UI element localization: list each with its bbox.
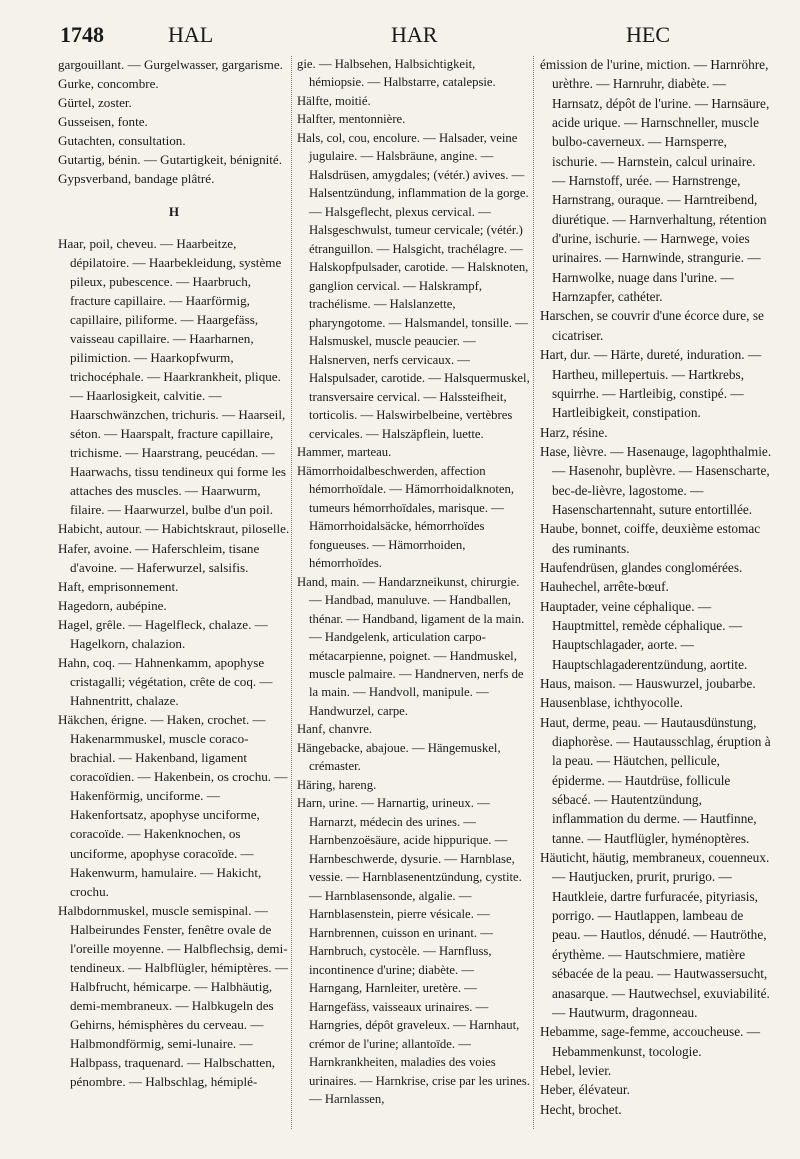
entry: Hagel, grêle. — Hagelfleck, chalaze. — Hagelkorn, chalazion. [58, 616, 268, 651]
entry: Harn, urine. — Harnartig, urineux. — Harnarzt, médecin des urines. — Harnbenzoësäure, acide hippurique. — Harnbeschwerde, dysurie. — Harnblase, vessie. — Harnblasenentzündung, cystite. — Harnblasensonde, algalie. — Harnblasenstein, pierre vésicale. — Harnbrennen, cuisson en urinant. — Harnbruch, cystocèle. — Harnfluss, incontinence d'urine; diabète. — Harngang, Harnleiter, uretère. — Harngefäss, vaisseaux urinaires. — Harngries, dépôt graveleux. — Harnhaut, crémor de l'urine; allantoïde. — Harnkrankheiten, maladies des voies urinaires. — Harnkrise, crise par les urines. — Harnlassen, [297, 796, 530, 1107]
column-divider [533, 56, 534, 1129]
header-right: HEC [626, 22, 670, 47]
entry: gargouillant. — Gurgelwasser, gargarisme. [58, 57, 283, 72]
page-number: 1748 [60, 22, 104, 47]
entry: Gürtel, zoster. [58, 95, 132, 111]
entry: Gutartig, bénin. — Gutartigkeit, bénignité. [58, 152, 283, 168]
entry: Häkchen, érigne. — Haken, crochet. — Hakenarmmuskel, muscle coraco-brachial. — Hakenband, ligament coracoïdien. — Hakenbein, os crochu. — Hakenförmig, unciforme. — Hakenfortsatz, apophyse unciforme, coracoïde. — Hakenknochen, os unciforme, apophyse coracoïde. — Hakenwurm, hamulaire. — Hakicht, crochu. [58, 712, 288, 899]
column-1 [58, 55, 290, 1091]
entry: Hecht, brochet. [540, 1101, 622, 1117]
entry: Hälfte, moitié. [297, 93, 371, 108]
entry: Haft, emprisonnement. [58, 578, 179, 594]
entry: Hafer, avoine. — Haferschleim, tisane d'avoine. — Haferwurzel, salsifis. [58, 540, 260, 575]
entry: Häring, hareng. [297, 777, 377, 792]
entry: Gusseisen, fonte. [58, 114, 148, 130]
entry: Hart, dur. — Härte, dureté, induration. — Hartheu, millepertuis. — Hartkrebs, squirrhe. — Hartleibig, constipé. — Hartleibigkeit, constipation. [540, 347, 762, 421]
entry: Hauptader, veine céphalique. — Hauptmittel, remède céphalique. — Hauptschlagader, aorte. — Hauptschlagaderentzündung, aortite. [540, 598, 748, 672]
entry: Gutachten, consultation. [58, 133, 186, 149]
entry: Hebel, levier. [540, 1062, 612, 1078]
entry: Halfter, mentonnière. [297, 112, 406, 127]
header-left: HAL [168, 22, 214, 47]
entry: Haube, bonnet, coiffe, deuxième estomac des ruminants. [540, 521, 761, 556]
entry: Gurke, concombre. [58, 76, 159, 92]
entry: Harz, résine. [540, 424, 608, 440]
entry: Gypsverband, bandage plâtré. [58, 171, 215, 187]
entry: Häuticht, häutig, membraneux, couenneux. — Hautjucken, prurit, prurigo. — Hautkleie, dartre furfuracée, pityriasis, porrigo. — Hautlappen, lambeau de peau. — Hautlos, dénudé. — Hautröthe, érythème. — Hautschmiere, matière sébacée de la peau. — Hautwassersucht, anasarque. — Hautwechsel, exuviabilité. — Hautwurm, dragonneau. [540, 850, 770, 1020]
entry: Hammer, marteau. [297, 445, 392, 460]
column-2 [297, 55, 530, 1109]
entry: Haut, derme, peau. — Hautausdünstung, diaphorèse. — Hautausschlag, éruption à la peau. — Häutchen, pellicule, épiderme. — Hautdrüse, follicule sébacé. — Hautentzündung, inflammation du derme. — Hautfinne, tanne. — Hautflügler, hyménoptères. [540, 714, 771, 846]
entry: Harschen, se couvrir d'une écorce dure, se cicatriser. [540, 308, 764, 343]
entry: émission de l'urine, miction. — Harnröhre, urèthre. — Harnruhr, diabète. — Harnsatz, dépôt de l'urine. — Harnsäure, acide urique. — Harnschneller, muscle bulbo-caverneux. — Harnsperre, ischurie. — Harnstein, calcul urinaire. — Harnstoff, urée. — Harnstrenge, Harnstrang, ouraque. — Harntreibend, diurétique. — Harnverhaltung, rétention d'urine, ischurie. — Harnwege, voies urinaires. — Harnwinde, strangurie. — Harnwolke, nuage dans l'urine. — Harnzapfer, cathéter. [540, 57, 770, 305]
section-heading: H [168, 204, 180, 220]
entry: Haus, maison. — Hauswurzel, joubarbe. [540, 676, 756, 691]
entry: Haufendrüsen, glandes conglomérées. [540, 559, 743, 575]
entry: Hebamme, sage-femme, accoucheuse. — Hebammenkunst, tocologie. [540, 1024, 761, 1059]
entry: Hauhechel, arrête-bœuf. [540, 579, 669, 595]
column-3 [540, 55, 772, 1119]
entry: Heber, élévateur. [540, 1082, 630, 1098]
entry: Hämorrhoidalbeschwerden, affection hémorrhoïdale. — Hämorrhoidalknoten, tumeurs hémorrhoïdales, marisque. — Hämorrhoidalsäcke, hémorrhoïdes fongueuses. — Hämorrhoiden, hémorrhoïdes. [297, 463, 515, 571]
header-center: HAR [391, 22, 438, 47]
entry: Haar, poil, cheveu. — Haarbeitze, dépilatoire. — Haarbekleidung, système pileux, pubescence. — Haarbruch, fracture capillaire. — Haarförmig, capillaire, piliforme. — Haargefäss, vaisseau capillaire. — Haarharnen, pilimiction. — Haarkopfwurm, trichocéphale. — Haarkrankheit, plique. — Haarlosigkeit, calvitie. — Haarschwänzchen, trichuris. — Haarseil, séton. — Haarspalt, fracture capillaire, trichisme. — Haarstrang, peucédan. — Haarwachs, tissu tendineux qui forme les attaches des muscles. — Haarwurm, filaire. — Haarwurzel, bulbe d'un poil. [58, 235, 286, 518]
entry: Hahn, coq. — Hahnenkamm, apophyse cristagalli; végétation, crête de coq. — Hahnentritt, chalaze. [58, 654, 273, 708]
entry: Hagedorn, aubépine. [58, 597, 167, 613]
column-divider [291, 56, 292, 1129]
entry: Hanf, chanvre. [297, 722, 373, 737]
entry: Hand, main. — Handarzneikunst, chirurgie. — Handbad, manuluve. — Handballen, thénar. — Handband, ligament de la main. — Handgelenk, articulation carpo-métacarpienne, poignet. — Handmuskel, muscle palmaire. — Handnerven, nerfs de la main. — Handvoll, manipule. — Handwurzel, carpe. [297, 574, 525, 718]
entry: Hals, col, cou, encolure. — Halsader, veine jugulaire. — Halsbräune, angine. — Halsdrüsen, amygdales; (vétér.) avives. — Halsentzündung, inflammation de la gorge. — Halsgeflecht, plexus cervical. — Halsgeschwulst, tumeur cervicale; (vétér.) étranguillon. — Halsgicht, trachélagre. — Halskopfpulsader, carotide. — Halsknoten, ganglion cervical. — Halskrampf, trachélisme. — Halslanzette, pharyngotome. — Halsmandel, tonsille. — Halsmuskel, muscle peaucier. — Halsnerven, nerfs cervicaux. — Halspulsader, carotide. — Halsquermuskel, transversaire cervical. — Halssteifheit, torticolis. — Halswirbelbeine, vertèbres cervicales. — Halszäpflein, luette. [297, 130, 530, 441]
entry: Hängebacke, abajoue. — Hängemuskel, crémaster. [297, 740, 501, 774]
entry: Hausenblase, ichthyocolle. [540, 695, 683, 711]
entry: Halbdornmuskel, muscle semispinal. — Halbeirundes Fenster, fenêtre ovale de l'oreille moyenne. — Halbflechsig, demi-tendineux. — Halbflügler, hémiptères. — Halbfrucht, hémicarpe. — Halbhäutig, demi-membraneux. — Halbkugeln des Gehirns, hémisphères du cerveau. — Halbmondförmig, semi-lunaire. — Halbpass, traquenard. — Halbschatten, pénombre. — Halbschlag, hémiplé- [58, 902, 289, 1090]
entry: Habicht, autour. — Habichtskraut, piloselle. [58, 521, 290, 537]
entry: Hase, lièvre. — Hasenauge, lagophthalmie. — Hasenohr, buplèvre. — Hasenscharte, bec-de-lièvre, lagostome. — Hasenschartennaht, suture entortillée. [540, 443, 772, 517]
page-header [60, 22, 770, 52]
entry: gie. — Halbsehen, Halbsichtigkeit, hémiopsie. — Halbstarre, catalepsie. [297, 57, 496, 90]
